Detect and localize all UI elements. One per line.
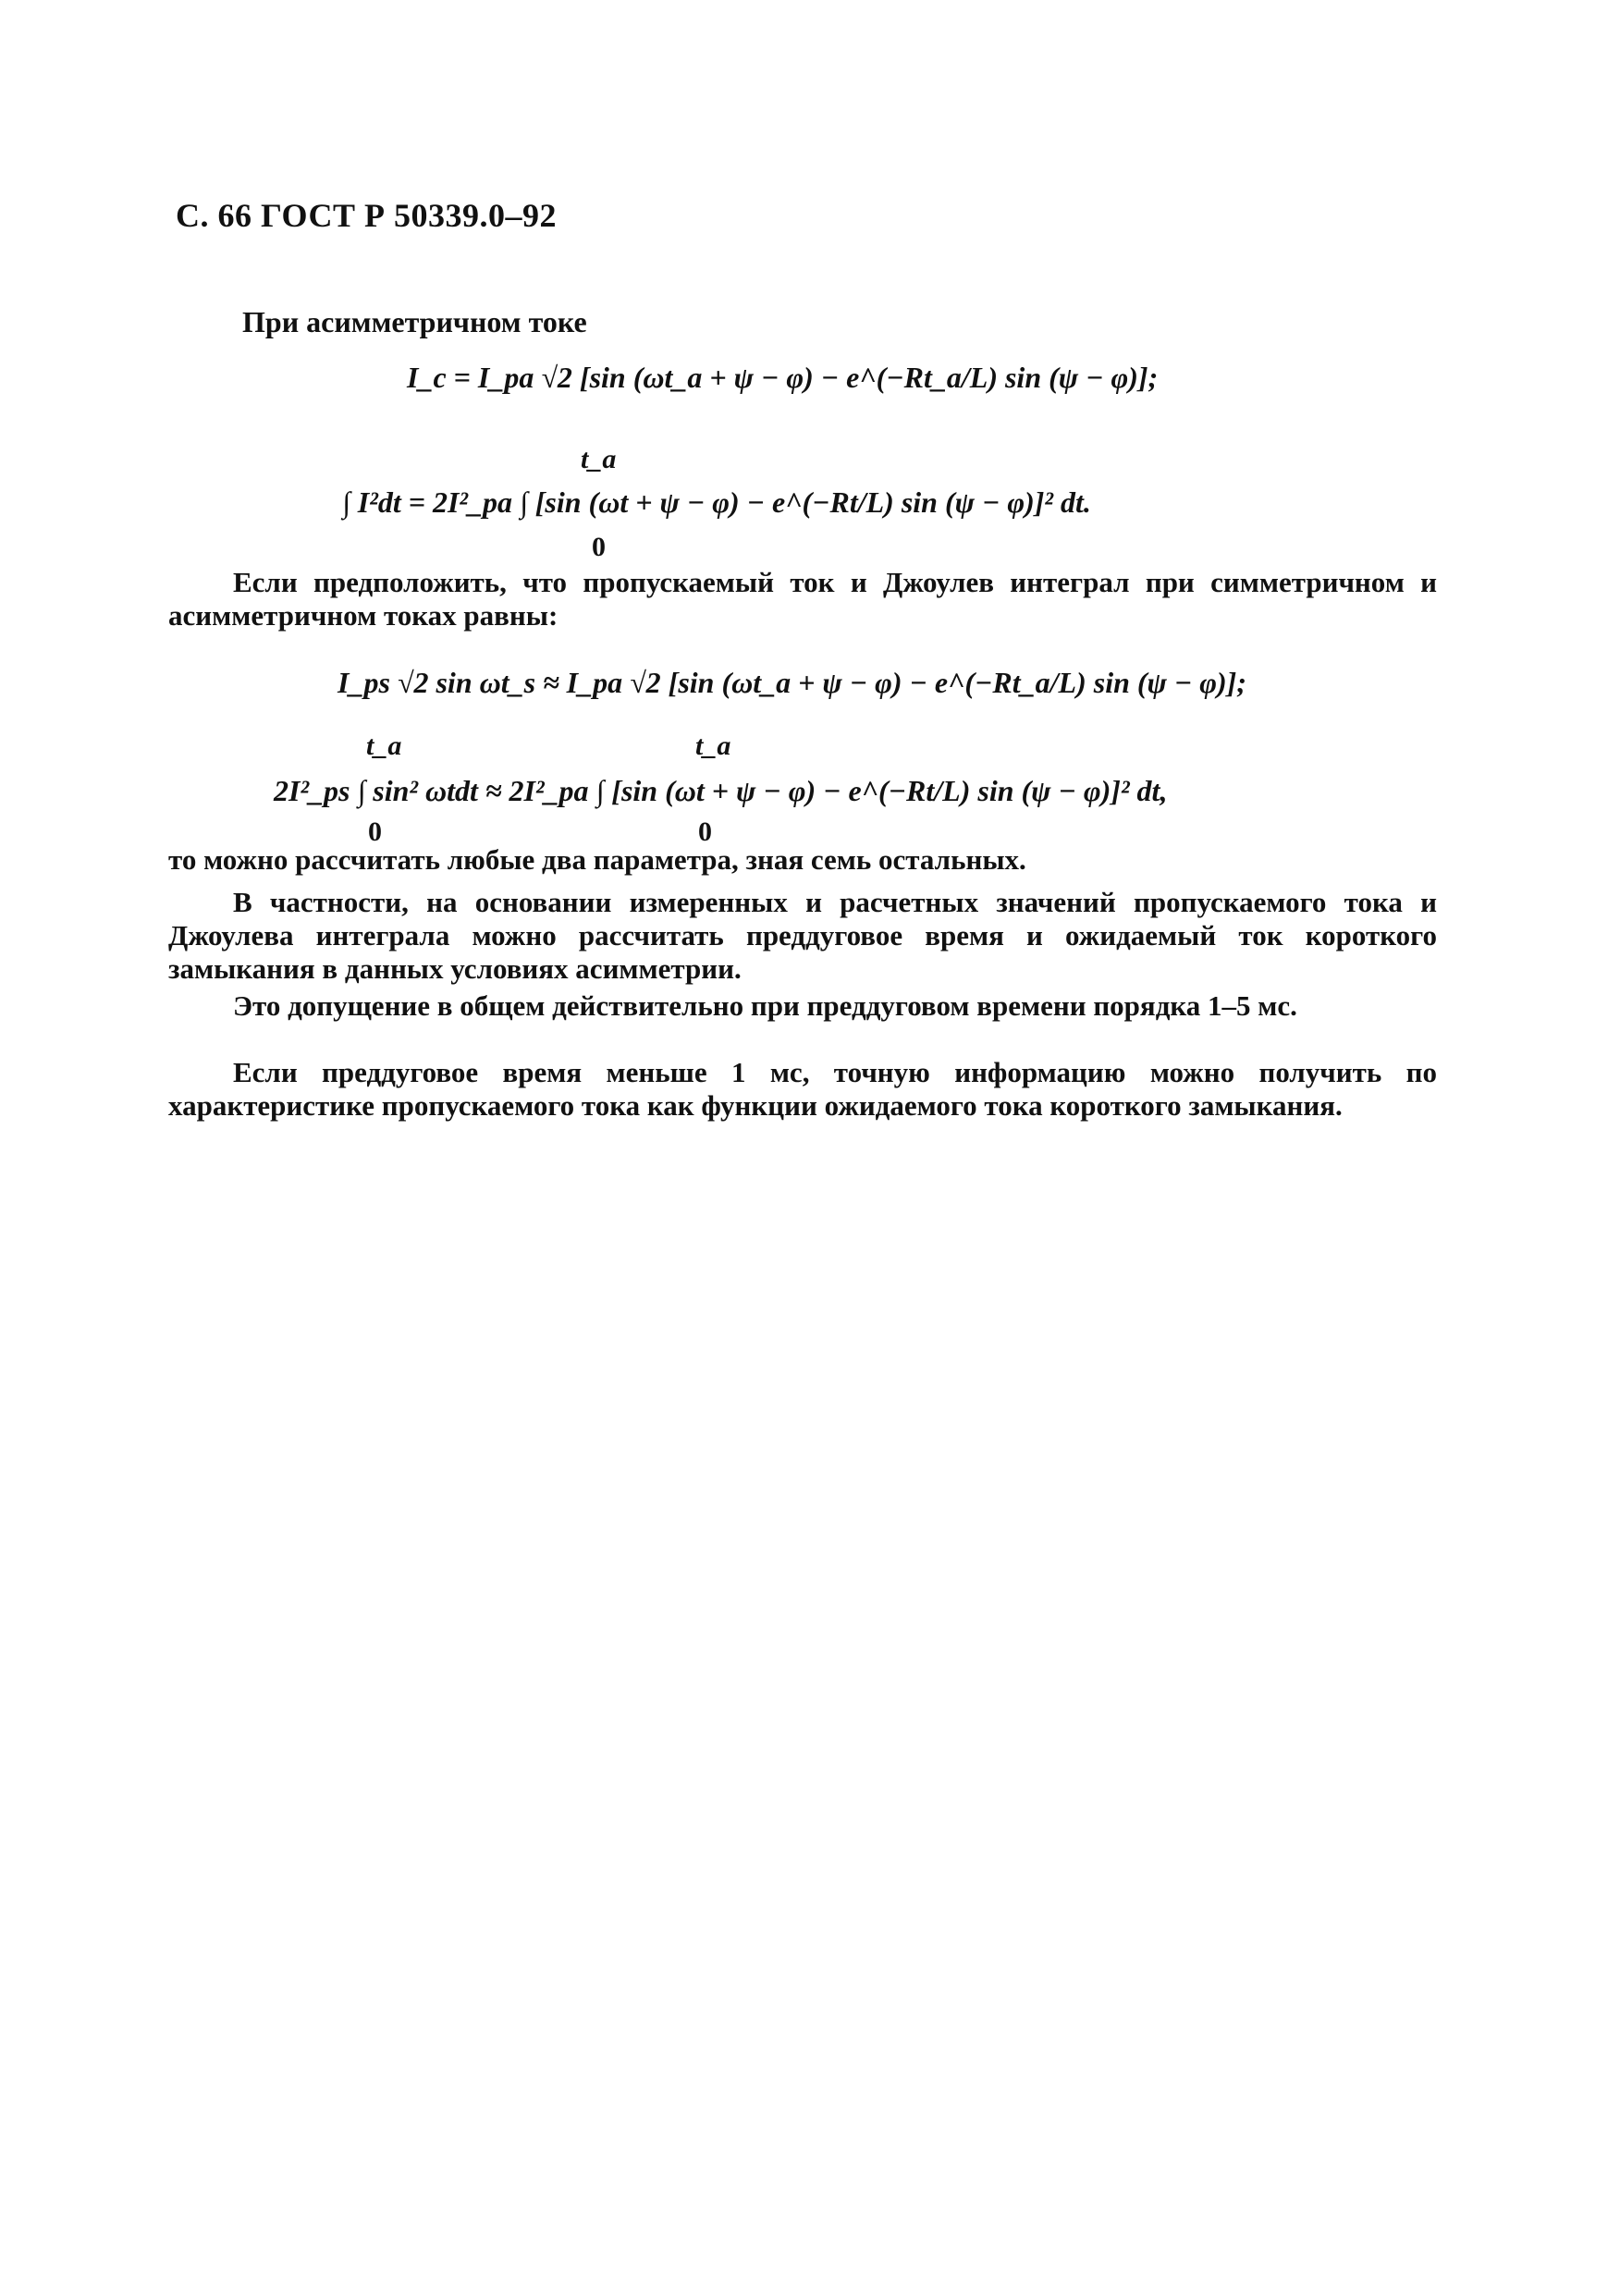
formula-current [407, 361, 1158, 395]
integral-upper-limit: t_a [581, 444, 617, 474]
formula-equal-current [338, 666, 1246, 700]
page-header: С. 66 ГОСТ Р 50339.0–92 [176, 197, 557, 234]
formula-4-text: 2I²_ps ∫ sin² ωtdt ≈ 2I²_pa ∫ [sin (ωt + ψ − φ) − e^(−Rt/L) sin (ψ − φ)]² dt, [274, 774, 1168, 807]
formula-3-text: I_ps √2 sin ωt_s ≈ I_pa √2 [sin (ωt_a + ψ − φ) − e^(−Rt_a/L) sin (ψ − φ)]; [338, 666, 1246, 699]
paragraph-in-particular: В частности, на основании измеренных и расчетных значений пропускаемого тока и Джоулева интеграла можно рассчитать преддуговое время и ожидаемый ток короткого замыкания в данных условиях асимметрии. [168, 886, 1437, 985]
integral-2-upper-limit: t_a [695, 731, 731, 761]
intro-label: При асимметричном токе [242, 305, 587, 338]
formula-2-text: ∫ I²dt = 2I²_pa ∫ [sin (ωt + ψ − φ) − e^(−Rt/L) sin (ψ − φ)]² dt. [342, 485, 1091, 519]
integral-lower-limit: 0 [592, 532, 606, 562]
formula-equal-integral [274, 774, 1167, 808]
paragraph-conclusion: то можно рассчитать любые два параметра, зная семь остальных. [168, 843, 1026, 876]
paragraph-assumption-valid: Это допущение в общем действительно при преддуговом времени порядка 1–5 мс. [233, 989, 1297, 1022]
paragraph-short-time: Если преддуговое время меньше 1 мс, точную информацию можно получить по характеристике пропускаемого тока как функции ожидаемого тока короткого замыкания. [168, 1056, 1437, 1122]
formula-joule-integral [342, 485, 1091, 520]
integral-1-lower-limit: 0 [368, 816, 382, 847]
integral-1-upper-limit: t_a [366, 731, 402, 761]
integral-2-lower-limit: 0 [698, 816, 712, 847]
formula-1-text: I_c = I_pa √2 [sin (ωt_a + ψ − φ) − e^(−Rt_a/L) sin (ψ − φ)]; [407, 361, 1159, 394]
paragraph-assumption: Если предположить, что пропускаемый ток и Джоулев интеграл при симметричном и асимметричном токах равны: [168, 566, 1437, 632]
